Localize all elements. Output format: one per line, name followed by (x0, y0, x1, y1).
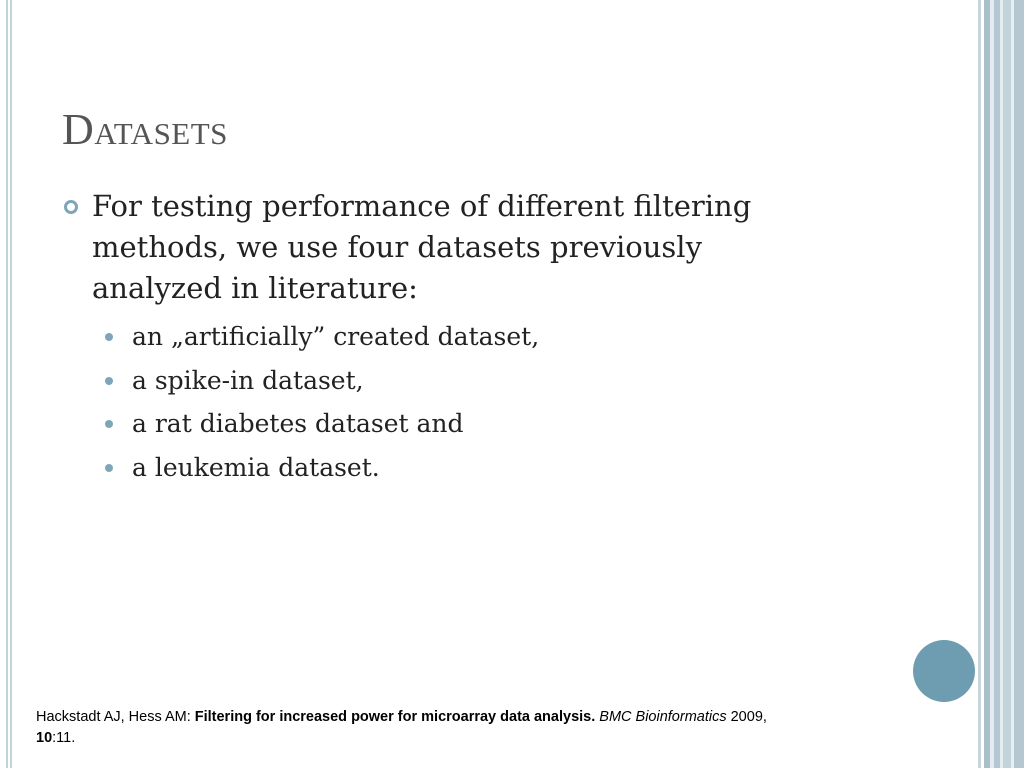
slide-title: Datasets (62, 105, 228, 154)
sub-bullet-text: a leukemia dataset. (132, 452, 380, 482)
citation-year: 2009, (726, 709, 767, 725)
citation-journal: BMC Bioinformatics (599, 709, 727, 725)
filled-dot-bullet-icon (105, 333, 113, 341)
citation-authors: Hackstadt AJ, Hess AM: (36, 709, 195, 725)
filled-dot-bullet-icon (105, 377, 113, 385)
slide-content (62, 186, 822, 489)
sub-bullet-text: a rat diabetes dataset and (132, 409, 464, 438)
hollow-circle-bullet-icon (64, 200, 78, 214)
filled-dot-bullet-icon (105, 464, 113, 472)
main-bullet (62, 186, 822, 309)
sub-bullet-item (132, 446, 822, 490)
sub-bullet-item (132, 359, 822, 403)
sub-bullet-text: an „artificially” created dataset, (132, 322, 540, 351)
main-bullet-text: For testing performance of different filtering methods, we use four datasets previously analyzed in literature: (92, 189, 752, 305)
right-stripe (978, 0, 981, 768)
right-stripe (1003, 0, 1011, 768)
left-border-line (6, 0, 8, 768)
decorative-circle (913, 640, 975, 702)
right-stripe (1014, 0, 1024, 768)
sub-bullet-item (132, 402, 822, 446)
sub-bullet-text: a spike-in dataset, (132, 365, 364, 395)
citation-pages: :11. (52, 730, 76, 746)
left-border-line (10, 0, 12, 768)
sub-bullet-list (62, 315, 822, 489)
citation-volume: 10 (36, 730, 53, 746)
sub-bullet-item (132, 315, 822, 359)
citation-footer (36, 707, 916, 749)
citation-paper-title: Filtering for increased power for microarray data analysis. (194, 709, 596, 725)
filled-dot-bullet-icon (105, 420, 113, 428)
